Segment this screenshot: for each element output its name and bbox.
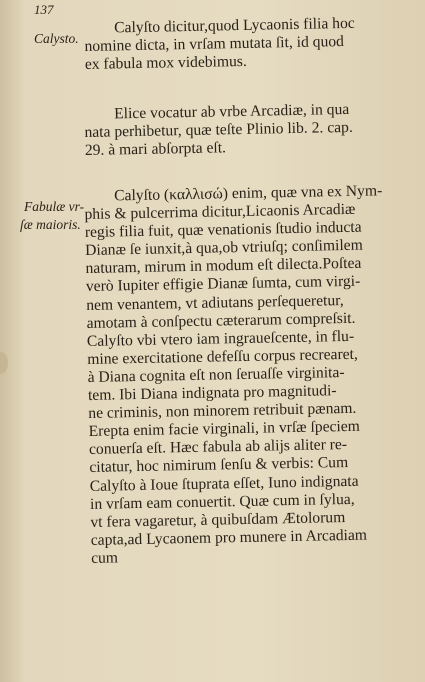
- text-line: Erepta enim facie virginali, in vrſæ ſpeciem: [88, 417, 361, 441]
- text-line: nem venantem, vt adiutans perſequeretur,: [86, 291, 344, 314]
- text-line: verò Iupiter effigie Dianæ ſumta, cum virgi-: [85, 273, 361, 296]
- text-line: vt fera vagaretur, à quibuſdam Ætolorum: [90, 508, 346, 531]
- paragraph-1: [84, 14, 421, 75]
- page-number: 137: [34, 2, 54, 17]
- text-line: Calyſto (καλλισώ) enim, quæ vna ex Nym-: [113, 182, 383, 205]
- text-line: amotam à conſpectu cæterarum compreſsit.: [86, 309, 356, 332]
- text-line: ex fabula mox videbimus.: [84, 53, 247, 74]
- paragraph-2: [84, 100, 421, 161]
- text-line: à Diana cognita eſt non ſeruaſſe virginita-: [87, 363, 345, 386]
- margin-note-calysto: Calysto.: [34, 31, 79, 46]
- text-line: mine exercitatione defeſſu corpus recrearet,: [87, 345, 358, 368]
- text-line: Elice vocatur ab vrbe Arcadiæ, in qua: [113, 100, 350, 123]
- text-line: Dianæ ſe iunxit,à qua,ob vtriuſq; conſimilem: [85, 236, 363, 260]
- page-hole: [0, 352, 8, 374]
- text-line: regis filia fuit, quæ venationis ſtudio inducta: [84, 218, 362, 242]
- margin-note-fabulae-2: ſæ maioris.: [20, 217, 81, 232]
- text-line: Calyſto dicitur,quod Lycaonis filia hoc: [113, 14, 355, 37]
- text-line: capta,ad Lycaonem pro munere in Arcadiam: [90, 526, 368, 549]
- text-line: phis & pulcerrima dicitur,Licaonis Arcadiæ: [84, 200, 356, 224]
- text-line: cum: [90, 549, 119, 567]
- text-line: tem. Ibi Diana indignata pro magnitudi-: [87, 382, 337, 404]
- paragraph-3: [84, 182, 425, 568]
- text-line: conuerſa eſt. Hæc fabula ab alijs aliter re-: [88, 436, 348, 459]
- text-line: nata perhibetur, quæ teſte Plinio lib. 2. cap.: [84, 118, 353, 142]
- text-line: ne criminis, non minorem retribuit pænam.: [88, 399, 357, 423]
- margin-note-fabulae-1: Fabulæ vr-: [24, 199, 85, 214]
- text-line: naturam, mirum in modum eſt dilecta.Poſtea: [85, 255, 362, 278]
- text-line: nomine dicta, in vrſam mutata ſit, id quod: [84, 33, 345, 56]
- text-line: Calyſto vbi vtero iam ingraueſcente, in flu-: [86, 327, 355, 350]
- text-line: Calyſto à Ioue ſtuprata eſſet, Iuno indignata: [89, 472, 359, 495]
- text-line: 29. à mari abſorpta eſt.: [84, 139, 227, 160]
- text-line: in vrſam eam conuertit. Quæ cum in ſylua,: [89, 490, 355, 513]
- text-line: citatur, hoc nimirum ſenſu & verbis: Cum: [89, 454, 349, 477]
